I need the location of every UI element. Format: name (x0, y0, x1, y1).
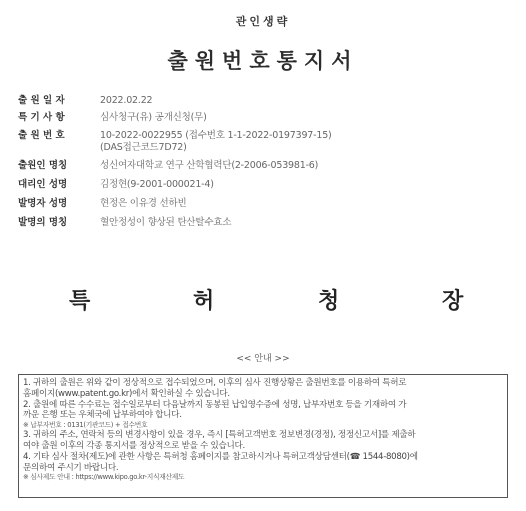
field-value: 성신여자대학교 연구 산학협력단(2-2006-053981-6) (100, 160, 319, 171)
field-value: 현정은 이유경 선하빈 (100, 198, 187, 209)
field-agent-name (18, 179, 518, 191)
notice-line: 3. 귀하의 주소, 연락처 등의 변경사항이 있을 경우, 즉시 [특허고객번호 정보변경(경정), 정정신고서]를 제출하 (23, 430, 416, 441)
field-application-number (18, 130, 518, 154)
field-value: 심사청구(유) 공개신청(무) (100, 112, 207, 123)
notice-footnote: ※ 납부자번호 : 0131(기관코드) + 접수번호 (23, 421, 148, 430)
guide-notice-box (18, 374, 508, 498)
field-value: 혈안정성이 향상된 탄산탈수효소 (100, 217, 232, 228)
issuing-office-signature (0, 284, 526, 314)
notice-line: 2. 출원에 따른 수수료는 접수일로부터 다음날까지 동봉된 납입영수증에 성명, 납부자번호 등을 기재하여 가 (23, 399, 407, 410)
document-title: 출원번호통지서 (167, 49, 359, 73)
field-label: 출 원 번 호 (18, 130, 65, 141)
office-char: 특 (69, 289, 91, 314)
field-label: 출원인 명칭 (18, 160, 68, 171)
field-applicant-name (18, 160, 518, 172)
field-application-date (18, 95, 518, 107)
guide-heading: << 안내 >> (236, 354, 290, 364)
notice-line: 문의하여 주시기 바랍니다. (23, 462, 119, 473)
office-char: 청 (318, 289, 340, 314)
field-value-group (100, 130, 518, 154)
field-label: 발명자 성명 (18, 198, 68, 209)
field-label: 대리인 성명 (18, 179, 68, 190)
notice-line: 1. 귀하의 출원은 위와 같이 정상적으로 접수되었으며, 이후의 심사 진행상황은 출원번호를 이용하여 특허로 (23, 378, 407, 388)
application-fields (18, 95, 518, 229)
field-value: 김정현(9-2001-000021-4) (100, 179, 214, 190)
field-value-access-code: (DAS접근코드7D72) (100, 142, 187, 153)
field-inventor-names (18, 198, 518, 210)
notice-footnote: ※ 심사제도 안내 : https://www.kipo.go.kr-지식재산제도 (23, 473, 185, 482)
field-label: 발명의 명칭 (18, 217, 68, 228)
office-char: 장 (442, 289, 464, 314)
notice-line: 4. 기타 심사 절차(제도)에 관한 사항은 특허청 홈페이지를 참고하시거나 특허고객상담센터(☎ 1544-8080)에 (23, 451, 418, 462)
notice-line: 홈페이지(www.patent.go.kr)에서 확인하실 수 있습니다. (23, 388, 230, 399)
notice-line: 까운 은행 또는 우체국에 납부하여야 합니다. (23, 410, 182, 421)
field-label: 출 원 일 자 (18, 95, 65, 106)
office-char: 허 (193, 289, 215, 314)
notice-line: 여야 출원 이후의 각종 통지서를 정상적으로 받을 수 있습니다. (23, 440, 245, 451)
field-invention-title (18, 217, 518, 229)
field-value: 10-2022-0022955 (접수번호 1-1-2022-0197397-15) (100, 130, 332, 141)
seal-omitted-text: 관인생략 (235, 15, 291, 28)
field-label: 특 기 사 항 (18, 112, 65, 123)
field-special-notes (18, 112, 518, 124)
field-value: 2022.02.22 (100, 95, 153, 106)
